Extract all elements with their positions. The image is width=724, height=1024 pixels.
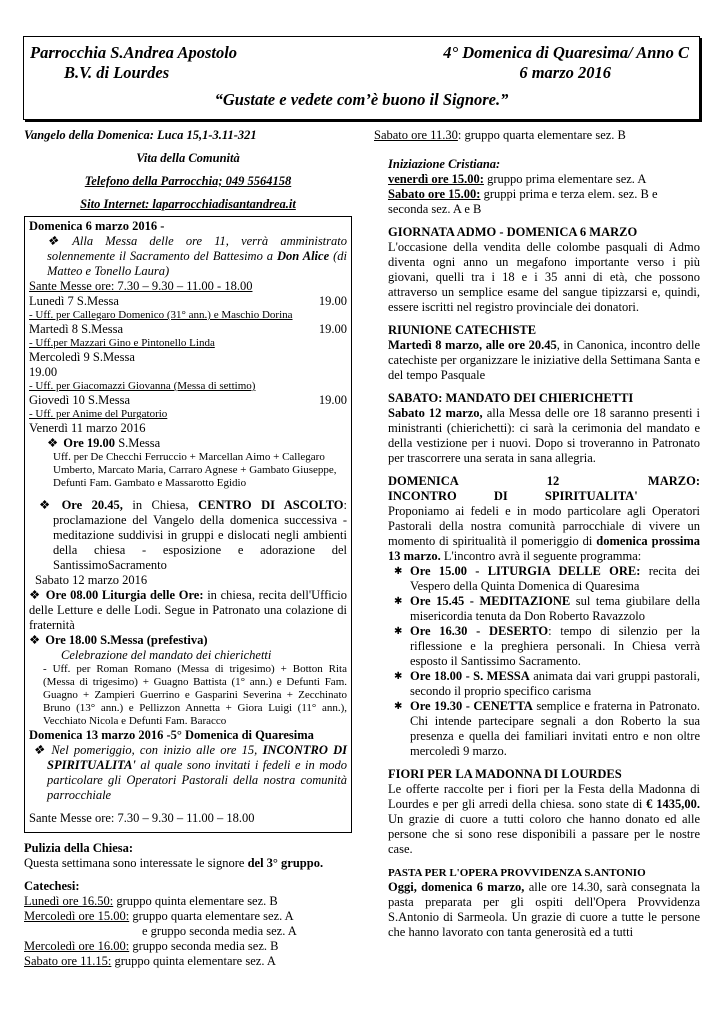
fiori-text: Le offerte raccolte per i fiori per la Festa della Madonna di Lourdes e per gli arredi della chiesa. sono state di € 1435,00. Un grazie di cuore a tutti coloro che hanno donato ed alle persone che si sono rese disponibili a passare per le nostre case.: [388, 782, 701, 856]
header-box: [23, 36, 700, 120]
catechesi-heading: Catechesi:: [24, 879, 80, 893]
left-column: [24, 128, 352, 969]
pulizia-heading: Pulizia della Chiesa:: [24, 841, 134, 855]
dom6-title: Domenica 6 marzo 2016 -: [29, 219, 165, 233]
dom13-note: ❖ Nel pomeriggio, con inizio alle ore 15, INCONTRO DI SPIRITUALITA' al quale sono invitati i fedeli e in modo particolare gli Operatori Pastorali della nostra comunità parrocchiale: [29, 743, 347, 803]
martedi-row: Martedì 8 S.Messa 19.00: [29, 322, 347, 336]
vita-comunita: Vita della Comunità: [136, 151, 240, 165]
sante-messe-2: Sante Messe ore: 7.30 – 9.30 – 11.00 – 18.00: [29, 811, 255, 825]
sante-messe-1: Sante Messe ore: 7.30 – 9.30 – 11.00 - 18.00: [29, 279, 253, 293]
programma-5: ✱ Ore 19.30 - CENETTA semplice e fraterna in Patronato. Chi intende partecipare segnali a don Roberto la sua presenza e quella dei familiari invitati entro e non oltre mercoledì 9 marzo.: [388, 699, 700, 759]
programma-2: ✱ Ore 15.45 - MEDITAZIONE sul tema giubilare della misericordia tenuta da Don Roberto Ravazzolo: [388, 594, 700, 624]
pasta-heading: PASTA PER L'OPERA PROVVIDENZA S.ANTONIO: [388, 867, 646, 879]
mercoledi-row: Mercoledì 9 S.Messa: [29, 350, 135, 364]
programma-4: ✱ Ore 18.00 - S. MESSA animata dai vari gruppi pastorali, secondo il proprio specifico carisma: [388, 669, 700, 699]
programma-1: ✱ Ore 15.00 - LITURGIA DELLE ORE: recita dei Vespero della Quinta Domenica di Quaresima: [388, 564, 700, 594]
sabato-uff: - Uff. per Roman Romano (Messa di trigesimo) + Botton Rita (Messa di trigesimo) + Guagno Battista (1° ann.) e Defunti Fam. Guagno + Zampieri Guerrino e Gasparini Severina + Zecchinato Bruno (13° ann.) e Pellizzon Annetta + Giora Luigi (11° ann.), Vecchiato Nicola e Defunti Fam. Baracco: [43, 663, 347, 727]
centro-ascolto: ❖ Ore 20.45, in Chiesa, CENTRO DI ASCOLTO: proclamazione del Vangelo della domenica successiva - meditazione suddivisi in gruppi e dislocati negli ambienti della chiesa - esposizione e adorazione del SantissimoSacramento: [29, 498, 347, 573]
iniziazione-1: venerdì ore 15.00: gruppo prima elementare sez. A: [388, 172, 647, 186]
catechesi-2: Mercoledì ore 15.00: gruppo quarta elementare sez. A: [24, 909, 294, 923]
venerdi-title: Venerdì 11 marzo 2016: [29, 421, 146, 435]
pulizia-text: Questa settimana sono interessate le signore del 3° gruppo.: [24, 856, 324, 870]
riunione-text: Martedì 8 marzo, alle ore 20.45, in Canonica, incontro delle catechiste per organizzare le iniziative della Settimana Santa e del tempo Pasquale: [388, 338, 700, 382]
mercoledi-time: 19.00: [29, 365, 58, 379]
giovedi-uff: - Uff. per Anime del Purgatorio: [29, 408, 168, 420]
right-column: [374, 128, 701, 940]
motto: “Gustate e vedete com’è buono il Signore.”: [214, 90, 509, 109]
liturgical-sunday: 4° Domenica di Quaresima/ Anno C: [443, 43, 689, 62]
programma-3: ✱ Ore 16.30 - DESERTO: tempo di silenzio per la riflessione e la preghiera personali. In Chiesa verrà esposto il Santissimo Sacramento.: [388, 624, 700, 669]
lunedi-row: Lunedì 7 S.Messa 19.00: [29, 294, 347, 308]
dom6-note: ❖ Alla Messa delle ore 11, verrà amministrato solennemente il Sacramento del Battesimo a Don Alice (di Matteo e Tonello Laura): [29, 234, 347, 279]
sabato-1130: Sabato ore 11.30: gruppo quarta elementare sez. B: [374, 128, 626, 142]
spiritualita-heading: DOMENICA 12 MARZO: INCONTRO DI SPIRITUALITA': [388, 474, 700, 503]
mercoledi-uff: - Uff. per Giacomazzi Giovanna (Messa di settimo): [29, 380, 256, 392]
sito-internet[interactable]: Sito Internet: laparrocchiadisantandrea.it: [80, 197, 296, 211]
dom13-title: Domenica 13 marzo 2016 -5° Domenica di Quaresima: [29, 728, 314, 742]
catechesi-4: Sabato ore 11.15: gruppo quinta elementare sez. A: [24, 954, 276, 968]
parish-subtitle: B.V. di Lourdes: [64, 63, 170, 82]
sabato-lodi: ❖ Ore 08.00 Liturgia delle Ore: in chiesa, recita dell'Ufficio delle Letture e delle Lodi. Segue in Patronato una colazione di fraternità: [29, 588, 347, 633]
lunedi-uff: - Uff. per Callegaro Domenico (31° ann.) e Maschio Dorina: [29, 309, 293, 321]
fiori-heading: FIORI PER LA MADONNA DI LOURDES: [388, 767, 622, 781]
martedi-uff: - Uff.per Mazzari Gino e Pintonello Linda: [29, 337, 215, 349]
iniziazione-2: Sabato ore 15.00: gruppi prima e terza elem. sez. B e seconda sez. A e B: [388, 187, 658, 216]
chierichetti-text: Sabato 12 marzo, alla Messa delle ore 18 saranno presenti i ministranti (chierichetti): ci sarà la cerimonia del mandato e della vestizione per i nuovi. Dopo si troveranno in Patronato per trascorrere una serata in sana allegria.: [388, 406, 701, 465]
catechesi-3: Mercoledì ore 16.00: gruppo seconda media sez. B: [24, 939, 279, 953]
admo-text: L'occasione della vendita delle colombe pasquali di Admo diventa ogni anno un megafono importante verso i più giovani, quelli tra i 18 e i 35 anni di età, che possono attraverso un semplice esame del sangue tipizzarsi e, quindi, essere iscritti nel registro provinciale dei donatori.: [388, 240, 700, 314]
telefono: Telefono della Parrocchia; 049 5564158: [84, 174, 292, 188]
sabato-title: Sabato 12 marzo 2016: [35, 573, 148, 587]
catechesi-2b: e gruppo seconda media sez. A: [142, 924, 297, 938]
riunione-heading: RIUNIONE CATECHISTE: [388, 323, 537, 337]
parish-name: Parrocchia S.Andrea Apostolo: [30, 43, 238, 62]
bulletin-date: 6 marzo 2016: [519, 63, 611, 82]
iniziazione-heading: Iniziazione Cristiana:: [388, 157, 501, 171]
spiritualita-text: Proponiamo ai fedeli e in modo particolare agli Operatori Pastorali della nostra comunità parrocchiale di vivere un momento di spiritualità il pomeriggio di domenica prossima 13 marzo. L'incontro avrà il seguente programma:: [388, 504, 701, 563]
vangelo-line: Vangelo della Domenica: Luca 15,1-3.11-321: [24, 128, 257, 142]
calendar-box: [24, 216, 352, 833]
venerdi-messa: ❖ Ore 19.00 S.Messa: [29, 436, 347, 451]
pasta-text: Oggi, domenica 6 marzo, alle ore 14.30, sarà consegnata la pasta preparata per gli ospiti dell'Opera Provvidenza S.Antonio di Sarmeola. Un grazie di cuore a tutte le persone che hanno lavorato con tanta generosità ed a tutti: [388, 880, 700, 939]
catechesi-1: Lunedì ore 16.50: gruppo quinta elementare sez. B: [24, 894, 278, 908]
admo-heading: GIORNATA ADMO - DOMENICA 6 MARZO: [388, 225, 638, 239]
giovedi-row: Giovedì 10 S.Messa 19.00: [29, 393, 347, 407]
sabato-messa: ❖ Ore 18.00 S.Messa (prefestiva): [29, 633, 347, 648]
chierichetti-heading: SABATO: MANDATO DEI CHIERICHETTI: [388, 391, 634, 405]
sabato-celebrazione: Celebrazione del mandato dei chierichetti: [61, 648, 272, 662]
venerdi-uff: Uff. per De Checchi Ferruccio + Marcellan Aimo + Callegaro Umberto, Marcato Maria, Carraro Agnese + Gambato Giuseppe, Defunti Fam. Gambato e Massarotto Egidio: [53, 451, 337, 489]
